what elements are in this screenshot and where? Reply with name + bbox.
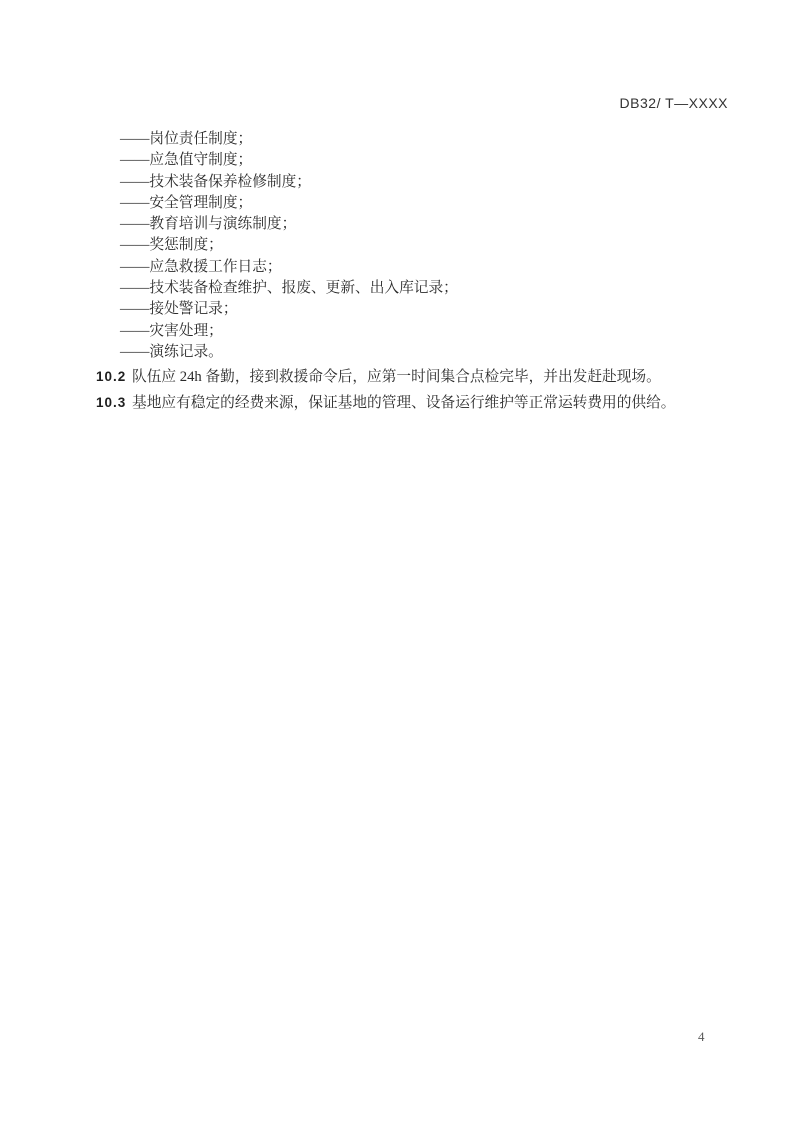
clause-10-3 bbox=[96, 391, 716, 415]
list-item: ——奖惩制度； bbox=[120, 237, 223, 254]
header-doc-code: DB32/ T—XXXX bbox=[619, 95, 728, 111]
content-area bbox=[96, 129, 716, 415]
list-item: ——灾害处理； bbox=[120, 322, 223, 339]
list-item: ——演练记录。 bbox=[120, 343, 223, 360]
list-item: ——岗位责任制度； bbox=[120, 131, 253, 147]
list-item: ——技术装备检查维护、报废、更新、出入库记录； bbox=[120, 280, 458, 297]
clause-text: 队伍应 24h 备勤，接到救援命令后，应第一时间集合点检完毕，并出发赶赴现场。 bbox=[132, 369, 661, 386]
list-item: ——接处警记录； bbox=[120, 301, 238, 318]
list-item: ——应急救援工作日志； bbox=[120, 258, 282, 275]
clause-10-2 bbox=[96, 365, 716, 389]
list-item: ——技术装备保养检修制度； bbox=[120, 173, 311, 190]
list-item: ——应急值守制度； bbox=[120, 152, 253, 169]
clause-text: 基地应有稳定的经费来源，保证基地的管理、设备运行维护等正常运转费用的供给。 bbox=[132, 395, 676, 412]
clause-number: 10.3 bbox=[96, 395, 127, 411]
list-item: ——教育培训与演练制度； bbox=[120, 216, 297, 233]
clause-number: 10.2 bbox=[96, 369, 127, 385]
dash-list bbox=[120, 129, 716, 363]
page-number: 4 bbox=[698, 1029, 705, 1044]
list-item: ——安全管理制度； bbox=[120, 194, 253, 211]
